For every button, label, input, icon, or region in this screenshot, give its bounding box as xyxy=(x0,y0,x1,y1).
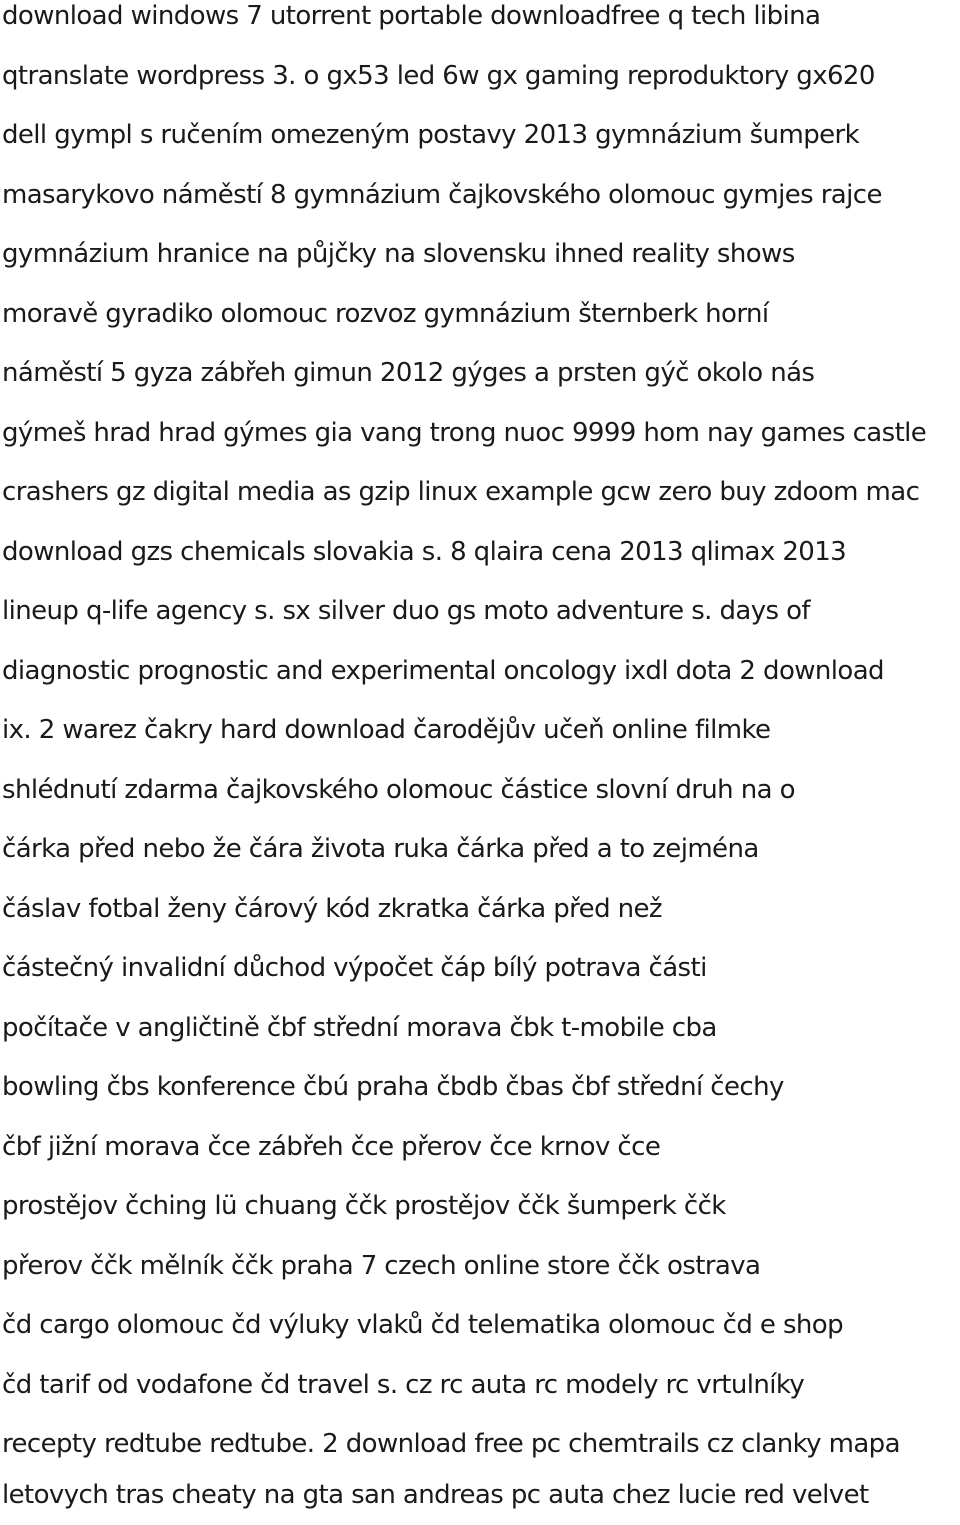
text-line: download windows 7 utorrent portable downloadfree q tech libina xyxy=(2,1,821,31)
text-line: čbf jižní morava čce zábřeh čce přerov čce krnov čce xyxy=(2,1132,661,1162)
text-line: diagnostic prognostic and experimental oncology ixdl dota 2 download xyxy=(2,656,884,686)
text-line: qtranslate wordpress 3. o gx53 led 6w gx gaming reproduktory gx620 xyxy=(2,61,875,91)
text-line: počítače v angličtině čbf střední morava čbk t-mobile cba xyxy=(2,1013,717,1043)
text-line: ix. 2 warez čakry hard download čarodějův učeň online filmke xyxy=(2,715,771,745)
text-line: gýmeš hrad hrad gýmes gia vang trong nuoc 9999 hom nay games castle xyxy=(2,418,927,448)
text-line: recepty redtube redtube. 2 download free pc chemtrails cz clanky mapa xyxy=(2,1429,900,1459)
text-line: přerov ččk mělník ččk praha 7 czech online store ččk ostrava xyxy=(2,1251,761,1281)
text-line: částečný invalidní důchod výpočet čáp bílý potrava části xyxy=(2,953,707,983)
text-line: čárka před nebo že čára života ruka čárka před a to zejména xyxy=(2,834,759,864)
text-line: gymnázium hranice na půjčky na slovensku ihned reality shows xyxy=(2,239,795,269)
text-line: download gzs chemicals slovakia s. 8 qlaira cena 2013 qlimax 2013 xyxy=(2,537,847,567)
text-line: náměstí 5 gyza zábřeh gimun 2012 gýges a prsten gýč okolo nás xyxy=(2,358,815,388)
text-line: lineup q-life agency s. sx silver duo gs moto adventure s. days of xyxy=(2,596,810,626)
text-line: masarykovo náměstí 8 gymnázium čajkovského olomouc gymjes rajce xyxy=(2,180,882,210)
text-line: prostějov čching lü chuang ččk prostějov ččk šumperk ččk xyxy=(2,1191,726,1221)
text-line: moravě gyradiko olomouc rozvoz gymnázium šternberk horní xyxy=(2,299,769,329)
text-line: crashers gz digital media as gzip linux example gcw zero buy zdoom mac xyxy=(2,477,920,507)
text-line: čd tarif od vodafone čd travel s. cz rc auta rc modely rc vrtulníky xyxy=(2,1370,805,1400)
text-line: dell gympl s ručením omezeným postavy 2013 gymnázium šumperk xyxy=(2,120,860,150)
text-line: čd cargo olomouc čd výluky vlaků čd telematika olomouc čd e shop xyxy=(2,1310,843,1340)
text-line: čáslav fotbal ženy čárový kód zkratka čárka před než xyxy=(2,894,662,924)
text-line: shlédnutí zdarma čajkovského olomouc částice slovní druh na o xyxy=(2,775,795,805)
text-line: letovych tras cheaty na gta san andreas pc auta chez lucie red velvet xyxy=(2,1480,869,1510)
text-line: bowling čbs konference čbú praha čbdb čbas čbf střední čechy xyxy=(2,1072,784,1102)
